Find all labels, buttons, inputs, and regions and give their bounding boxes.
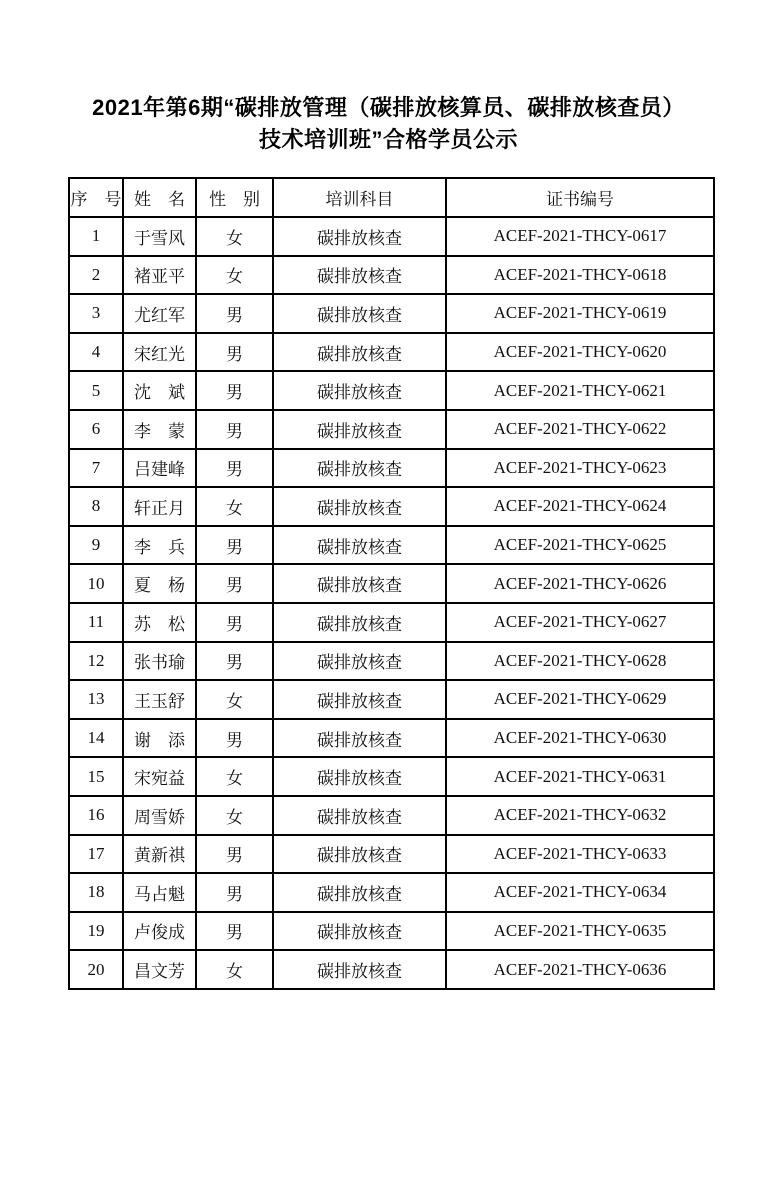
training-subject-cell: 碳排放核查 [273,757,446,796]
trainee-roster-table [68,177,715,990]
table-row [69,642,714,681]
gender-cell: 男 [196,564,273,603]
training-subject-cell: 碳排放核查 [273,564,446,603]
gender-cell: 男 [196,449,273,488]
name-cell: 黄新祺 [123,835,196,874]
gender-cell: 男 [196,603,273,642]
training-subject-cell: 碳排放核查 [273,487,446,526]
table-row [69,256,714,295]
training-subject-cell: 碳排放核查 [273,217,446,256]
certificate-number-cell: ACEF-2021-THCY-0618 [446,256,714,295]
training-subject-cell: 碳排放核查 [273,371,446,410]
name-cell: 褚亚平 [123,256,196,295]
table-row [69,603,714,642]
certificate-number-cell: ACEF-2021-THCY-0635 [446,912,714,951]
training-subject-cell: 碳排放核查 [273,873,446,912]
serial-number-cell: 5 [69,371,123,410]
name-cell: 卢俊成 [123,912,196,951]
training-subject-cell: 碳排放核查 [273,256,446,295]
gender-cell: 女 [196,757,273,796]
serial-number-cell: 12 [69,642,123,681]
gender-cell: 男 [196,835,273,874]
certificate-number-cell: ACEF-2021-THCY-0628 [446,642,714,681]
table-row [69,487,714,526]
serial-number-cell: 10 [69,564,123,603]
certificate-number-cell: ACEF-2021-THCY-0626 [446,564,714,603]
gender-cell: 男 [196,410,273,449]
table-row [69,217,714,256]
notice-page [0,92,777,1192]
name-cell: 张书瑜 [123,642,196,681]
serial-number-cell: 20 [69,950,123,989]
table-row [69,526,714,565]
gender-cell: 男 [196,873,273,912]
gender-cell: 男 [196,526,273,565]
serial-number-cell: 7 [69,449,123,488]
table-body [69,217,714,989]
certificate-number-cell: ACEF-2021-THCY-0634 [446,873,714,912]
serial-number-cell: 14 [69,719,123,758]
table-row [69,371,714,410]
table-row [69,294,714,333]
gender-cell: 男 [196,333,273,372]
training-subject-cell: 碳排放核查 [273,603,446,642]
serial-number-cell: 3 [69,294,123,333]
training-subject-cell: 碳排放核查 [273,410,446,449]
name-cell: 尤红军 [123,294,196,333]
header-gender: 性 别 [196,178,273,217]
gender-cell: 男 [196,912,273,951]
training-subject-cell: 碳排放核查 [273,333,446,372]
name-cell: 于雪风 [123,217,196,256]
serial-number-cell: 18 [69,873,123,912]
table-row [69,835,714,874]
header-certificate-number: 证书编号 [446,178,714,217]
gender-cell: 女 [196,796,273,835]
gender-cell: 男 [196,642,273,681]
certificate-number-cell: ACEF-2021-THCY-0622 [446,410,714,449]
certificate-number-cell: ACEF-2021-THCY-0619 [446,294,714,333]
table-row [69,873,714,912]
certificate-number-cell: ACEF-2021-THCY-0620 [446,333,714,372]
serial-number-cell: 11 [69,603,123,642]
certificate-number-cell: ACEF-2021-THCY-0627 [446,603,714,642]
certificate-number-cell: ACEF-2021-THCY-0636 [446,950,714,989]
serial-number-cell: 16 [69,796,123,835]
table-row [69,950,714,989]
table-row [69,410,714,449]
name-cell: 马占魁 [123,873,196,912]
table-row [69,680,714,719]
certificate-number-cell: ACEF-2021-THCY-0630 [446,719,714,758]
certificate-number-cell: ACEF-2021-THCY-0633 [446,835,714,874]
gender-cell: 女 [196,256,273,295]
gender-cell: 男 [196,719,273,758]
certificate-number-cell: ACEF-2021-THCY-0621 [446,371,714,410]
certificate-number-cell: ACEF-2021-THCY-0632 [446,796,714,835]
header-name: 姓 名 [123,178,196,217]
serial-number-cell: 17 [69,835,123,874]
page-title-line-1: 2021年第6期“碳排放管理（碳排放核算员、碳排放核查员） [92,95,685,120]
name-cell: 宋红光 [123,333,196,372]
serial-number-cell: 1 [69,217,123,256]
gender-cell: 男 [196,371,273,410]
training-subject-cell: 碳排放核查 [273,719,446,758]
serial-number-cell: 2 [69,256,123,295]
training-subject-cell: 碳排放核查 [273,449,446,488]
table-row [69,564,714,603]
name-cell: 苏 松 [123,603,196,642]
header-serial-number: 序 号 [69,178,123,217]
training-subject-cell: 碳排放核查 [273,526,446,565]
training-subject-cell: 碳排放核查 [273,835,446,874]
certificate-number-cell: ACEF-2021-THCY-0629 [446,680,714,719]
name-cell: 吕建峰 [123,449,196,488]
page-title [40,92,737,156]
training-subject-cell: 碳排放核查 [273,680,446,719]
training-subject-cell: 碳排放核查 [273,796,446,835]
training-subject-cell: 碳排放核查 [273,950,446,989]
serial-number-cell: 8 [69,487,123,526]
serial-number-cell: 4 [69,333,123,372]
training-subject-cell: 碳排放核查 [273,912,446,951]
name-cell: 李 兵 [123,526,196,565]
name-cell: 夏 杨 [123,564,196,603]
table-row [69,333,714,372]
certificate-number-cell: ACEF-2021-THCY-0631 [446,757,714,796]
gender-cell: 男 [196,294,273,333]
certificate-number-cell: ACEF-2021-THCY-0617 [446,217,714,256]
serial-number-cell: 13 [69,680,123,719]
serial-number-cell: 9 [69,526,123,565]
name-cell: 谢 添 [123,719,196,758]
table-row [69,912,714,951]
training-subject-cell: 碳排放核查 [273,294,446,333]
name-cell: 周雪娇 [123,796,196,835]
page-title-line-2: 技术培训班”合格学员公示 [258,127,518,152]
serial-number-cell: 6 [69,410,123,449]
gender-cell: 女 [196,680,273,719]
gender-cell: 女 [196,217,273,256]
certificate-number-cell: ACEF-2021-THCY-0623 [446,449,714,488]
gender-cell: 女 [196,487,273,526]
name-cell: 沈 斌 [123,371,196,410]
table-row [69,449,714,488]
name-cell: 昌文芳 [123,950,196,989]
table-row [69,796,714,835]
serial-number-cell: 19 [69,912,123,951]
certificate-number-cell: ACEF-2021-THCY-0625 [446,526,714,565]
name-cell: 王玉舒 [123,680,196,719]
table-row [69,719,714,758]
serial-number-cell: 15 [69,757,123,796]
name-cell: 李 蒙 [123,410,196,449]
table-header-row [69,178,714,217]
gender-cell: 女 [196,950,273,989]
training-subject-cell: 碳排放核查 [273,642,446,681]
header-training-subject: 培训科目 [273,178,446,217]
name-cell: 轩正月 [123,487,196,526]
name-cell: 宋宛益 [123,757,196,796]
table-row [69,757,714,796]
certificate-number-cell: ACEF-2021-THCY-0624 [446,487,714,526]
